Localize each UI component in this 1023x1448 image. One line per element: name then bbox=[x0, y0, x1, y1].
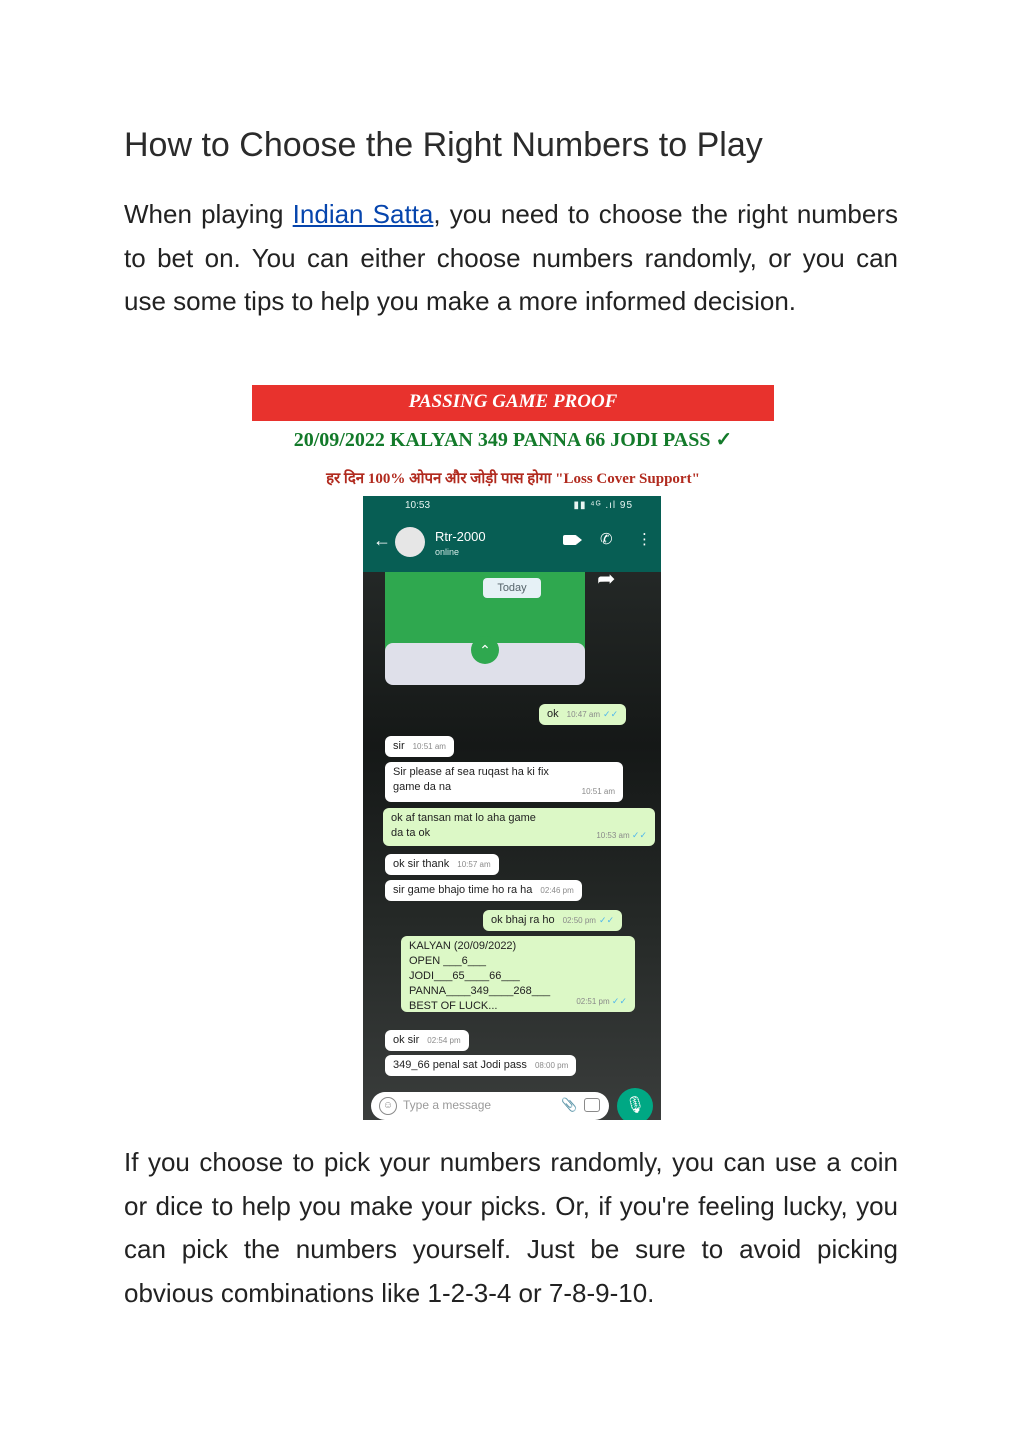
message-bubble bbox=[385, 880, 582, 901]
proof-image bbox=[252, 385, 774, 1120]
message-time: 10:51 am bbox=[581, 787, 615, 796]
message-time: 02:51 pm bbox=[576, 997, 610, 1006]
contact-name: Rtr-2000 bbox=[435, 529, 486, 544]
message-bubble bbox=[385, 1030, 469, 1051]
whatsapp-screenshot bbox=[363, 496, 661, 1120]
message-time-wrap bbox=[596, 828, 647, 843]
indian-satta-link[interactable]: Indian Satta bbox=[292, 199, 434, 229]
forward-arrow-icon: ➦ bbox=[597, 566, 616, 591]
page-heading: How to Choose the Right Numbers to Play bbox=[124, 126, 763, 164]
random-picks-paragraph: If you choose to pick your numbers randomly, you can use a coin or dice to help you make your picks. Or, if you're feeling lucky, you can pick the numbers yourself. Just be sure to avoid picking obvious combinations like 1-2-3-4 or 7-8-9-10. bbox=[124, 1147, 898, 1308]
message-bubble bbox=[483, 910, 622, 931]
message-text: sir bbox=[393, 740, 405, 752]
message-text: ok sir thank bbox=[393, 858, 450, 870]
message-time: 02:54 pm bbox=[427, 1036, 461, 1045]
contact-status: online bbox=[435, 547, 460, 557]
message-line: JODI___65____66___ bbox=[409, 970, 520, 982]
read-ticks-icon: ✓✓ bbox=[631, 830, 647, 840]
paperclip-icon[interactable]: 📎 bbox=[561, 1097, 578, 1112]
message-input[interactable]: Type a message bbox=[403, 1098, 492, 1112]
message-text: ok bhaj ra ho bbox=[491, 914, 555, 926]
more-menu-icon: ⋮ bbox=[637, 531, 652, 548]
message-time: 02:50 pm bbox=[562, 916, 596, 925]
message-line: KALYAN (20/09/2022) bbox=[409, 940, 517, 952]
intro-paragraph bbox=[124, 193, 898, 324]
message-time: 10:57 am bbox=[457, 860, 491, 869]
proof-banner-title: PASSING GAME PROOF bbox=[252, 385, 774, 421]
back-arrow-icon: ← bbox=[373, 530, 391, 550]
status-bar bbox=[363, 496, 661, 516]
read-ticks-icon: ✓✓ bbox=[599, 915, 615, 925]
message-bubble bbox=[385, 1055, 576, 1076]
message-text: ok af tansan mat lo aha game da ta ok bbox=[391, 812, 536, 839]
message-time-wrap bbox=[576, 994, 627, 1009]
message-bubble bbox=[383, 808, 655, 846]
chevron-up-icon: ⌃ bbox=[471, 636, 499, 664]
message-text: 349_66 penal sat Jodi pass bbox=[393, 1059, 527, 1071]
chat-header bbox=[363, 516, 661, 572]
message-line: BEST OF LUCK... bbox=[409, 1000, 498, 1012]
read-ticks-icon: ✓✓ bbox=[611, 996, 627, 1006]
read-ticks-icon: ✓✓ bbox=[603, 709, 619, 719]
message-bubble bbox=[401, 936, 635, 1012]
camera-icon[interactable] bbox=[584, 1098, 600, 1112]
message-bubble bbox=[385, 854, 499, 875]
status-icons: ▮▮ ⁴ᴳ .ıl 95 bbox=[573, 500, 633, 511]
message-bubble bbox=[539, 704, 626, 725]
message-bubble bbox=[385, 762, 623, 802]
message-time: 10:51 am bbox=[412, 742, 446, 751]
message-time: 10:47 am bbox=[566, 710, 600, 719]
message-bubble bbox=[385, 736, 454, 757]
intro-text-start: When playing bbox=[124, 199, 293, 229]
microphone-icon[interactable]: 🎙 bbox=[617, 1088, 653, 1120]
message-text: ok bbox=[547, 708, 559, 720]
avatar bbox=[395, 527, 425, 557]
emoji-icon[interactable]: ☺ bbox=[379, 1097, 397, 1115]
phone-call-icon: ✆ bbox=[600, 531, 613, 548]
message-text: ok sir bbox=[393, 1034, 420, 1046]
proof-hindi-line: हर दिन 100% ओपन और जोड़ी पास होगा "Loss Cover Support" bbox=[326, 471, 700, 487]
message-time: 10:53 am bbox=[596, 831, 630, 840]
status-time: 10:53 bbox=[405, 500, 431, 511]
video-call-icon bbox=[563, 535, 577, 545]
message-text: Sir please af sea ruqast ha ki fix game da na bbox=[393, 766, 549, 793]
date-divider: Today bbox=[483, 578, 541, 598]
message-time: 02:46 pm bbox=[540, 886, 574, 895]
message-text: sir game bhajo time ho ra ha bbox=[393, 884, 533, 896]
proof-result-line: 20/09/2022 KALYAN 349 PANNA 66 JODI PASS ✓ bbox=[293, 429, 733, 451]
message-line: PANNA____349____268___ bbox=[409, 985, 551, 997]
message-time: 08:00 pm bbox=[534, 1061, 569, 1070]
message-line: OPEN ___6___ bbox=[409, 955, 487, 967]
message-composer[interactable] bbox=[371, 1092, 609, 1120]
intro-text-end: , you need to choose the right numbers to bet on. You can either choose numbers randomly, or you can use some tips to help you make a more informed decision. bbox=[124, 199, 899, 316]
